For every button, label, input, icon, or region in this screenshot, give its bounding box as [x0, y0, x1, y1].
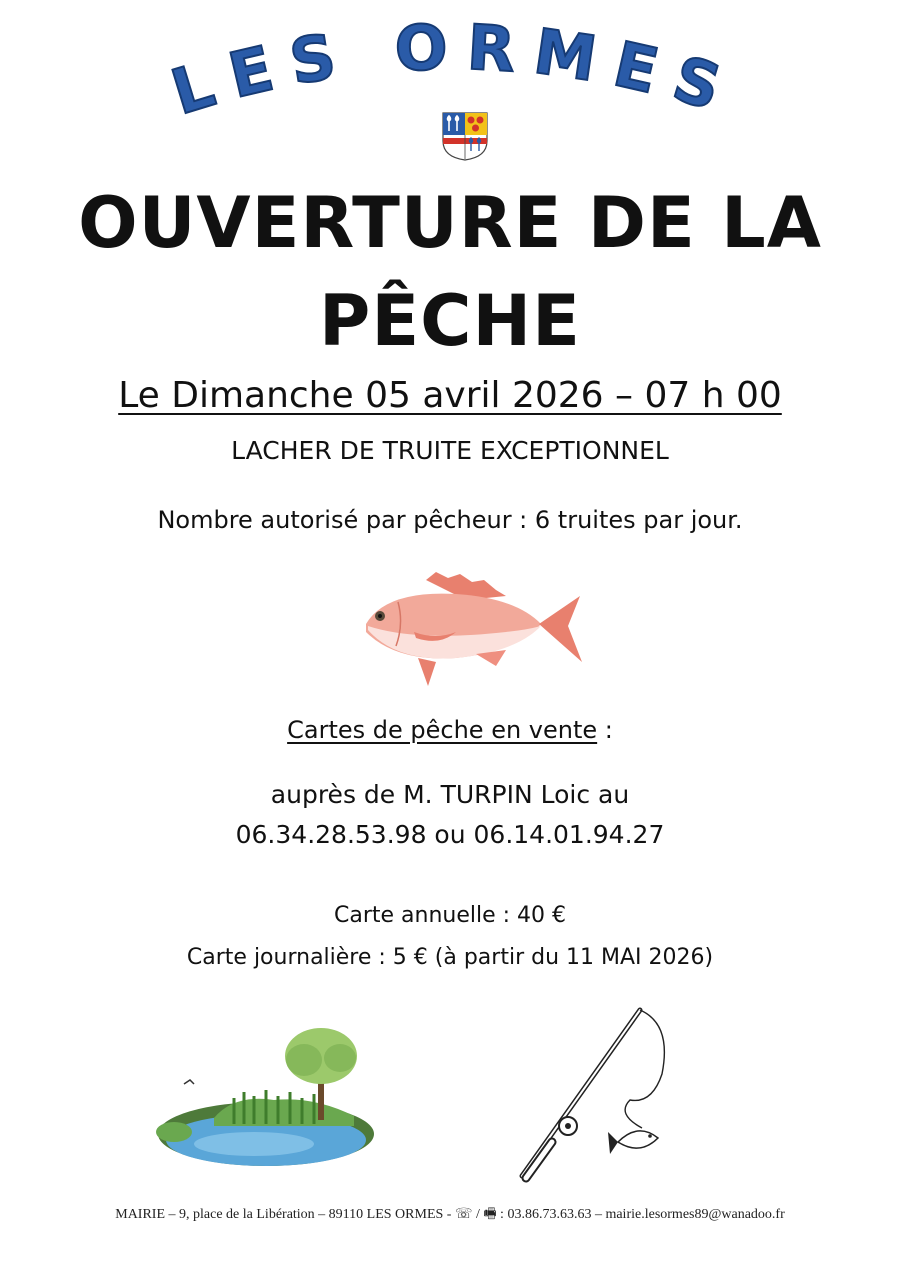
release-notice: LACHER DE TRUITE EXCEPTIONNEL	[231, 436, 669, 465]
fishing-rod-illustration	[512, 1004, 672, 1184]
fish-illustration	[356, 566, 586, 696]
footer-address: MAIRIE – 9, place de la Libération – 89110 LES ORMES - ☏ / 🖷 : 03.86.73.63.63 – mairie.lesormes89@wanadoo.fr	[115, 1207, 785, 1222]
cards-phones: 06.34.28.53.98 ou 06.14.01.94.27	[235, 820, 665, 849]
daily-card-price: Carte journalière : 5 € (à partir du 11 MAI 2026)	[186, 945, 714, 970]
event-date: Le Dimanche 05 avril 2026 – 07 h 00	[118, 375, 782, 416]
cards-seller: auprès de M. TURPIN Loic au	[270, 780, 630, 809]
pond-illustration	[154, 1026, 376, 1176]
annual-card-price: Carte annuelle : 40 €	[333, 903, 567, 928]
town-name: LES ORMES	[163, 20, 747, 130]
town-crest-icon	[441, 111, 489, 161]
title-line-2: PÊCHE	[319, 280, 581, 362]
catch-limit: Nombre autorisé par pêcheur : 6 truites par jour.	[157, 506, 743, 534]
title-line-1: OUVERTURE DE LA	[78, 182, 822, 264]
cards-heading: Cartes de pêche en vente :	[287, 716, 613, 744]
